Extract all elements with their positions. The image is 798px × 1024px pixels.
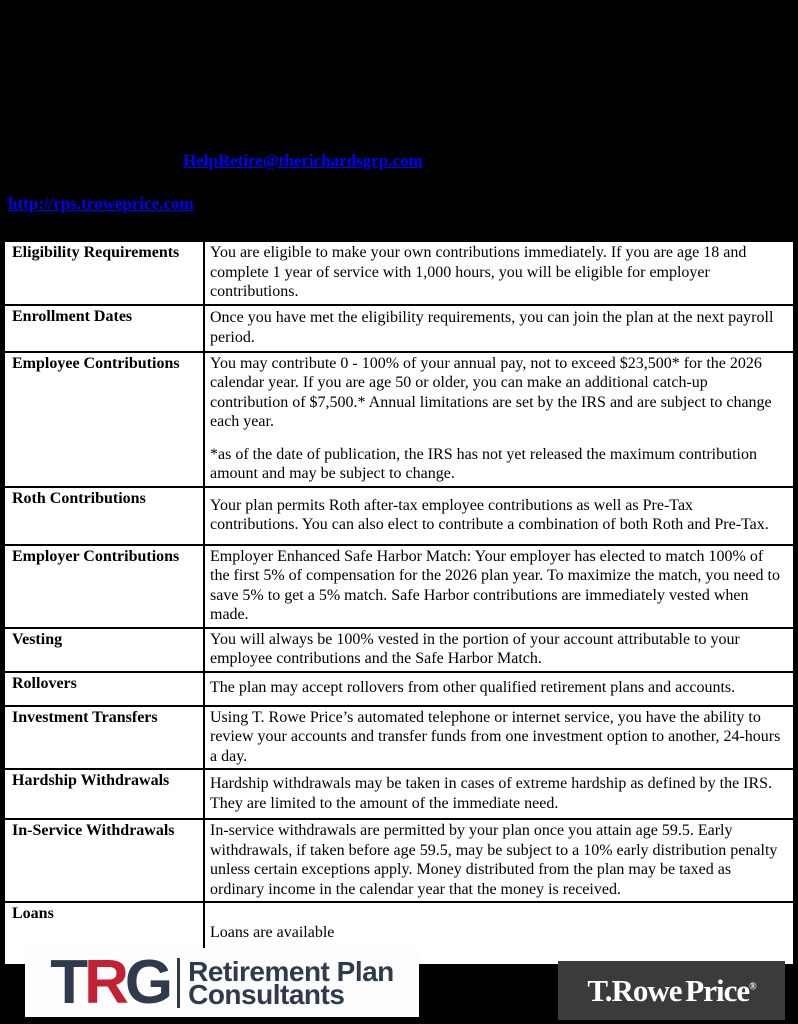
row-label-in-service-withdrawals: In-Service Withdrawals [4, 819, 204, 902]
row-value-investment-transfers: Using T. Rowe Price’s automated telephone or internet service, you have the ability to review your accounts and transfer funds from one investment option to another, 24-hours a day. [204, 706, 794, 770]
row-value-eligibility-requirements: You are eligible to make your own contributions immediately. If you are age 18 and complete 1 year of service with 1,000 hours, you will be eligible for employer contributions. [204, 241, 794, 305]
row-value-rollovers: The plan may accept rollovers from other qualified retirement plans and accounts. [204, 672, 794, 706]
trg-monogram [50, 947, 170, 1017]
trg-letter-r: R [84, 947, 125, 1017]
trg-wordmark [188, 955, 394, 1010]
table-row [4, 819, 794, 902]
table-row [4, 352, 794, 487]
row-value-employee-contributions: You may contribute 0 - 100% of your annual pay, not to exceed $23,500* for the 2026 calendar year. If you are age 50 or older, you can make an additional catch-up contribution of $7,500.* Annual limitations are set by the IRS and are subject to change each year. *as of the date of publication, the IRS has not yet released the maximum contribution amount and may be subject to change. [204, 352, 794, 487]
row-value-employer-contributions: Employer Enhanced Safe Harbor Match: Your employer has elected to match 100% of the first 5% of compensation for the 2026 plan year. To maximize the match, you need to save 5% to get a 5% match. Safe Harbor contributions are immediately vested when made. [204, 545, 794, 628]
plan-details-table [3, 240, 795, 966]
row-label-vesting: Vesting [4, 628, 204, 672]
t-rowe-price-wordmark: T.Rowe Price® [587, 972, 756, 1008]
row-value-enrollment-dates: Once you have met the eligibility requirements, you can join the plan at the next payroll period. [204, 305, 794, 352]
row-value-roth-contributions: Your plan permits Roth after-tax employee contributions as well as Pre-Tax contributions. You can also elect to contribute a combination of both Roth and Pre-Tax. [204, 487, 794, 545]
trg-retirement-plan-consultants-logo [25, 948, 419, 1017]
trg-letter-g: G [124, 947, 170, 1017]
row-label-eligibility-requirements: Eligibility Requirements [4, 241, 204, 305]
table-row [4, 241, 794, 305]
table-row [4, 706, 794, 770]
row-label-loans: Loans [4, 902, 204, 965]
row-value-loans: Loans are available [204, 902, 794, 965]
row-value-in-service-withdrawals: In-service withdrawals are permitted by your plan once you attain age 59.5. Early withdrawals, if taken before age 59.5, may be subject to a 10% early distribution penalty unless certain exceptions apply. Money distributed from the plan may be taxed as ordinary income in the calendar year that the money is received. [204, 819, 794, 902]
table-row [4, 487, 794, 545]
trg-logo-divider [177, 958, 180, 1008]
table-row [4, 545, 794, 628]
row-label-employer-contributions: Employer Contributions [4, 545, 204, 628]
table-row [4, 672, 794, 706]
registered-trademark-symbol: ® [749, 981, 756, 993]
trg-wordmark-line2: Consultants [188, 978, 345, 1010]
trg-letter-t: T [50, 947, 85, 1017]
row-label-hardship-withdrawals: Hardship Withdrawals [4, 769, 204, 819]
support-email-link[interactable]: HelpRetire@therichardsgrp.com [183, 151, 423, 170]
row-label-rollovers: Rollovers [4, 672, 204, 706]
table-row [4, 769, 794, 819]
row-label-roth-contributions: Roth Contributions [4, 487, 204, 545]
row-label-enrollment-dates: Enrollment Dates [4, 305, 204, 352]
row-label-employee-contributions: Employee Contributions [4, 352, 204, 487]
trg-wordmark-line1: Retirement Plan [188, 955, 394, 987]
row-value-hardship-withdrawals: Hardship withdrawals may be taken in cases of extreme hardship as defined by the IRS. They are limited to the amount of the immediate need. [204, 769, 794, 819]
t-rowe-price-logo [558, 961, 785, 1020]
irs-note-text: *as of the date of publication, the IRS has not yet released the maximum contribution amount and may be subject to change. [210, 445, 757, 482]
row-label-investment-transfers: Investment Transfers [4, 706, 204, 770]
table-row [4, 305, 794, 352]
table-row [4, 628, 794, 672]
troweprice-url-link[interactable]: http://rps.troweprice.com [8, 194, 194, 213]
row-value-vesting: You will always be 100% vested in the portion of your account attributable to your employee contributions and the Safe Harbor Match. [204, 628, 794, 672]
